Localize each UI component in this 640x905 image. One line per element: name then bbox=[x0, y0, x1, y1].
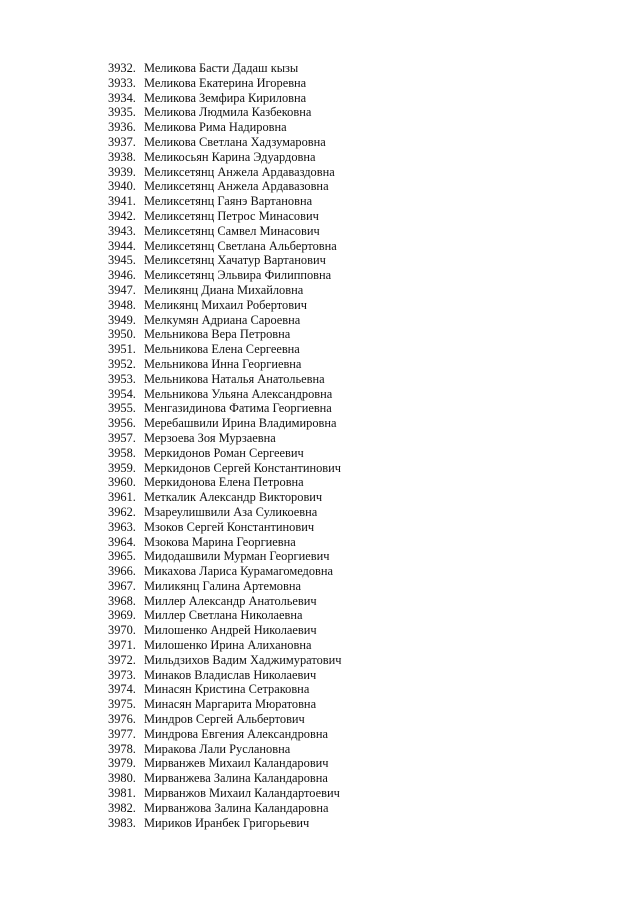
list-item bbox=[108, 712, 341, 727]
entry-name: Мельникова Инна Георгиевна bbox=[144, 356, 302, 371]
entry-number: 3975. bbox=[108, 697, 136, 712]
entry-name: Меркидонова Елена Петровна bbox=[144, 475, 304, 490]
entry-number: 3947. bbox=[108, 282, 136, 297]
list-item bbox=[108, 623, 341, 638]
entry-name: Миндров Сергей Альбертович bbox=[144, 712, 305, 727]
list-item bbox=[108, 564, 341, 579]
entry-name: Милошенко Андрей Николаевич bbox=[144, 623, 317, 638]
list-item bbox=[108, 150, 341, 165]
entry-name: Меликова Светлана Хадзумаровна bbox=[144, 134, 326, 149]
entry-name: Мерзоева Зоя Мурзаевна bbox=[144, 430, 276, 445]
entry-name: Меликсетянц Светлана Альбертовна bbox=[144, 238, 337, 253]
entry-number: 3949. bbox=[108, 312, 136, 327]
entry-number: 3967. bbox=[108, 578, 136, 593]
list-item bbox=[108, 401, 341, 416]
entry-name: Меликсетянц Анжела Ардаваздовна bbox=[144, 164, 335, 179]
entry-name: Меликсетянц Эльвира Филипповна bbox=[144, 268, 332, 283]
entry-number: 3963. bbox=[108, 519, 136, 534]
entry-name: Мирванжов Михаил Каландартоевич bbox=[144, 786, 340, 801]
entry-number: 3981. bbox=[108, 786, 136, 801]
entry-name: Мириков Иранбек Григорьевич bbox=[144, 815, 310, 830]
entry-number: 3936. bbox=[108, 120, 136, 135]
entry-name: Милошенко Ирина Алихановна bbox=[144, 638, 312, 653]
list-item bbox=[108, 61, 341, 76]
list-item bbox=[108, 771, 341, 786]
entry-number: 3965. bbox=[108, 549, 136, 564]
list-item bbox=[108, 505, 341, 520]
entry-number: 3948. bbox=[108, 297, 136, 312]
entry-number: 3935. bbox=[108, 105, 136, 120]
list-item bbox=[108, 801, 341, 816]
entry-number: 3957. bbox=[108, 430, 136, 445]
list-item bbox=[108, 742, 341, 757]
entry-name: Мирванжова Залина Каландаровна bbox=[144, 800, 329, 815]
list-item bbox=[108, 194, 341, 209]
entry-number: 3972. bbox=[108, 652, 136, 667]
list-item bbox=[108, 697, 341, 712]
list-item bbox=[108, 535, 341, 550]
entry-name: Меликсетянц Самвел Минасович bbox=[144, 223, 320, 238]
entry-number: 3940. bbox=[108, 179, 136, 194]
entry-number: 3958. bbox=[108, 445, 136, 460]
entry-name: Меликсетянц Гаянэ Вартановна bbox=[144, 194, 313, 209]
entry-name: Мзокова Марина Георгиевна bbox=[144, 534, 296, 549]
entry-number: 3974. bbox=[108, 682, 136, 697]
entry-name: Мзареулишвили Аза Суликоевна bbox=[144, 504, 318, 519]
entry-name: Мельникова Вера Петровна bbox=[144, 327, 291, 342]
list-item bbox=[108, 372, 341, 387]
list-item bbox=[108, 224, 341, 239]
list-item bbox=[108, 638, 341, 653]
entry-name: Меликова Людмила Казбековна bbox=[144, 105, 312, 120]
list-item bbox=[108, 268, 341, 283]
entry-number: 3978. bbox=[108, 741, 136, 756]
list-item bbox=[108, 313, 341, 328]
list-item bbox=[108, 475, 341, 490]
list-item bbox=[108, 461, 341, 476]
list-item bbox=[108, 608, 341, 623]
entry-number: 3982. bbox=[108, 800, 136, 815]
entry-number: 3932. bbox=[108, 61, 136, 75]
entry-name: Меликова Басти Дадаш кызы bbox=[144, 61, 299, 75]
entry-number: 3960. bbox=[108, 475, 136, 490]
list-item bbox=[108, 756, 341, 771]
list-item bbox=[108, 357, 341, 372]
entry-number: 3952. bbox=[108, 356, 136, 371]
entry-number: 3951. bbox=[108, 342, 136, 357]
list-item bbox=[108, 520, 341, 535]
entry-name: Мзоков Сергей Константинович bbox=[144, 519, 315, 534]
entry-name: Миликянц Галина Артемовна bbox=[144, 578, 301, 593]
list-item bbox=[108, 786, 341, 801]
list-item bbox=[108, 135, 341, 150]
entry-name: Миндрова Евгения Александровна bbox=[144, 726, 328, 741]
entry-name: Микахова Лариса Курамагомедовна bbox=[144, 564, 334, 579]
entry-name: Меликова Рима Надировна bbox=[144, 120, 287, 135]
entry-number: 3933. bbox=[108, 75, 136, 90]
name-list bbox=[108, 61, 341, 830]
entry-number: 3968. bbox=[108, 593, 136, 608]
entry-number: 3944. bbox=[108, 238, 136, 253]
entry-name: Минасян Кристина Сетраковна bbox=[144, 682, 310, 697]
list-item bbox=[108, 298, 341, 313]
entry-number: 3946. bbox=[108, 268, 136, 283]
entry-name: Минаков Владислав Николаевич bbox=[144, 667, 317, 682]
entry-name: Мельникова Наталья Анатольевна bbox=[144, 371, 325, 386]
entry-number: 3976. bbox=[108, 712, 136, 727]
list-item bbox=[108, 387, 341, 402]
list-item bbox=[108, 91, 341, 106]
entry-name: Мидодашвили Мурман Георгиевич bbox=[144, 549, 330, 564]
list-item bbox=[108, 668, 341, 683]
entry-number: 3983. bbox=[108, 815, 136, 830]
entry-name: Миллер Александр Анатольевич bbox=[144, 593, 317, 608]
entry-name: Мирванжев Михаил Каландарович bbox=[144, 756, 329, 771]
list-item bbox=[108, 727, 341, 742]
list-item bbox=[108, 579, 341, 594]
entry-number: 3941. bbox=[108, 194, 136, 209]
entry-number: 3943. bbox=[108, 223, 136, 238]
list-item bbox=[108, 179, 341, 194]
entry-number: 3938. bbox=[108, 149, 136, 164]
entry-number: 3954. bbox=[108, 386, 136, 401]
entry-number: 3955. bbox=[108, 401, 136, 416]
list-item bbox=[108, 342, 341, 357]
entry-number: 3973. bbox=[108, 667, 136, 682]
list-item bbox=[108, 283, 341, 298]
entry-name: Меликянц Диана Михайловна bbox=[144, 282, 304, 297]
entry-name: Меркидонов Сергей Константинович bbox=[144, 460, 341, 475]
list-item bbox=[108, 653, 341, 668]
entry-name: Мелкумян Адриана Сароевна bbox=[144, 312, 301, 327]
list-item bbox=[108, 105, 341, 120]
list-item bbox=[108, 209, 341, 224]
entry-name: Меликсетянц Хачатур Вартанович bbox=[144, 253, 326, 268]
entry-number: 3945. bbox=[108, 253, 136, 268]
entry-number: 3969. bbox=[108, 608, 136, 623]
entry-name: Мирванжева Залина Каландаровна bbox=[144, 771, 328, 786]
entry-number: 3966. bbox=[108, 564, 136, 579]
entry-name: Мельникова Елена Сергеевна bbox=[144, 342, 300, 357]
list-item bbox=[108, 76, 341, 91]
list-item bbox=[108, 327, 341, 342]
list-item bbox=[108, 490, 341, 505]
entry-number: 3959. bbox=[108, 460, 136, 475]
entry-number: 3964. bbox=[108, 534, 136, 549]
entry-number: 3970. bbox=[108, 623, 136, 638]
entry-name: Меликова Екатерина Игоревна bbox=[144, 75, 307, 90]
entry-number: 3971. bbox=[108, 638, 136, 653]
list-item bbox=[108, 239, 341, 254]
list-item bbox=[108, 682, 341, 697]
entry-name: Меребашвили Ирина Владимировна bbox=[144, 416, 337, 431]
entry-number: 3961. bbox=[108, 490, 136, 505]
entry-number: 3937. bbox=[108, 134, 136, 149]
list-item bbox=[108, 431, 341, 446]
entry-number: 3953. bbox=[108, 371, 136, 386]
entry-name: Меликянц Михаил Робертович bbox=[144, 297, 307, 312]
list-item bbox=[108, 253, 341, 268]
entry-name: Меликсетянц Анжела Ардавазовна bbox=[144, 179, 329, 194]
list-item bbox=[108, 120, 341, 135]
entry-number: 3934. bbox=[108, 90, 136, 105]
entry-number: 3979. bbox=[108, 756, 136, 771]
list-item bbox=[108, 165, 341, 180]
entry-name: Меликова Земфира Кириловна bbox=[144, 90, 307, 105]
list-item bbox=[108, 446, 341, 461]
entry-number: 3939. bbox=[108, 164, 136, 179]
entry-name: Миракова Лали Руслановна bbox=[144, 741, 291, 756]
entry-name: Минасян Маргарита Мюратовна bbox=[144, 697, 317, 712]
list-item bbox=[108, 549, 341, 564]
entry-number: 3962. bbox=[108, 504, 136, 519]
entry-name: Меткалик Александр Викторович bbox=[144, 490, 323, 505]
entry-number: 3977. bbox=[108, 726, 136, 741]
entry-number: 3956. bbox=[108, 416, 136, 431]
entry-name: Миллер Светлана Николаевна bbox=[144, 608, 303, 623]
entry-name: Мильдзихов Вадим Хаджимуратович bbox=[144, 652, 342, 667]
entry-name: Мельникова Ульяна Александровна bbox=[144, 386, 333, 401]
entry-name: Меликосьян Карина Эдуардовна bbox=[144, 149, 316, 164]
entry-number: 3950. bbox=[108, 327, 136, 342]
entry-name: Меркидонов Роман Сергеевич bbox=[144, 445, 304, 460]
entry-number: 3980. bbox=[108, 771, 136, 786]
list-item bbox=[108, 594, 341, 609]
entry-name: Меликсетянц Петрос Минасович bbox=[144, 208, 319, 223]
list-item bbox=[108, 816, 341, 831]
entry-number: 3942. bbox=[108, 208, 136, 223]
entry-name: Менгазидинова Фатима Георгиевна bbox=[144, 401, 332, 416]
list-item bbox=[108, 416, 341, 431]
